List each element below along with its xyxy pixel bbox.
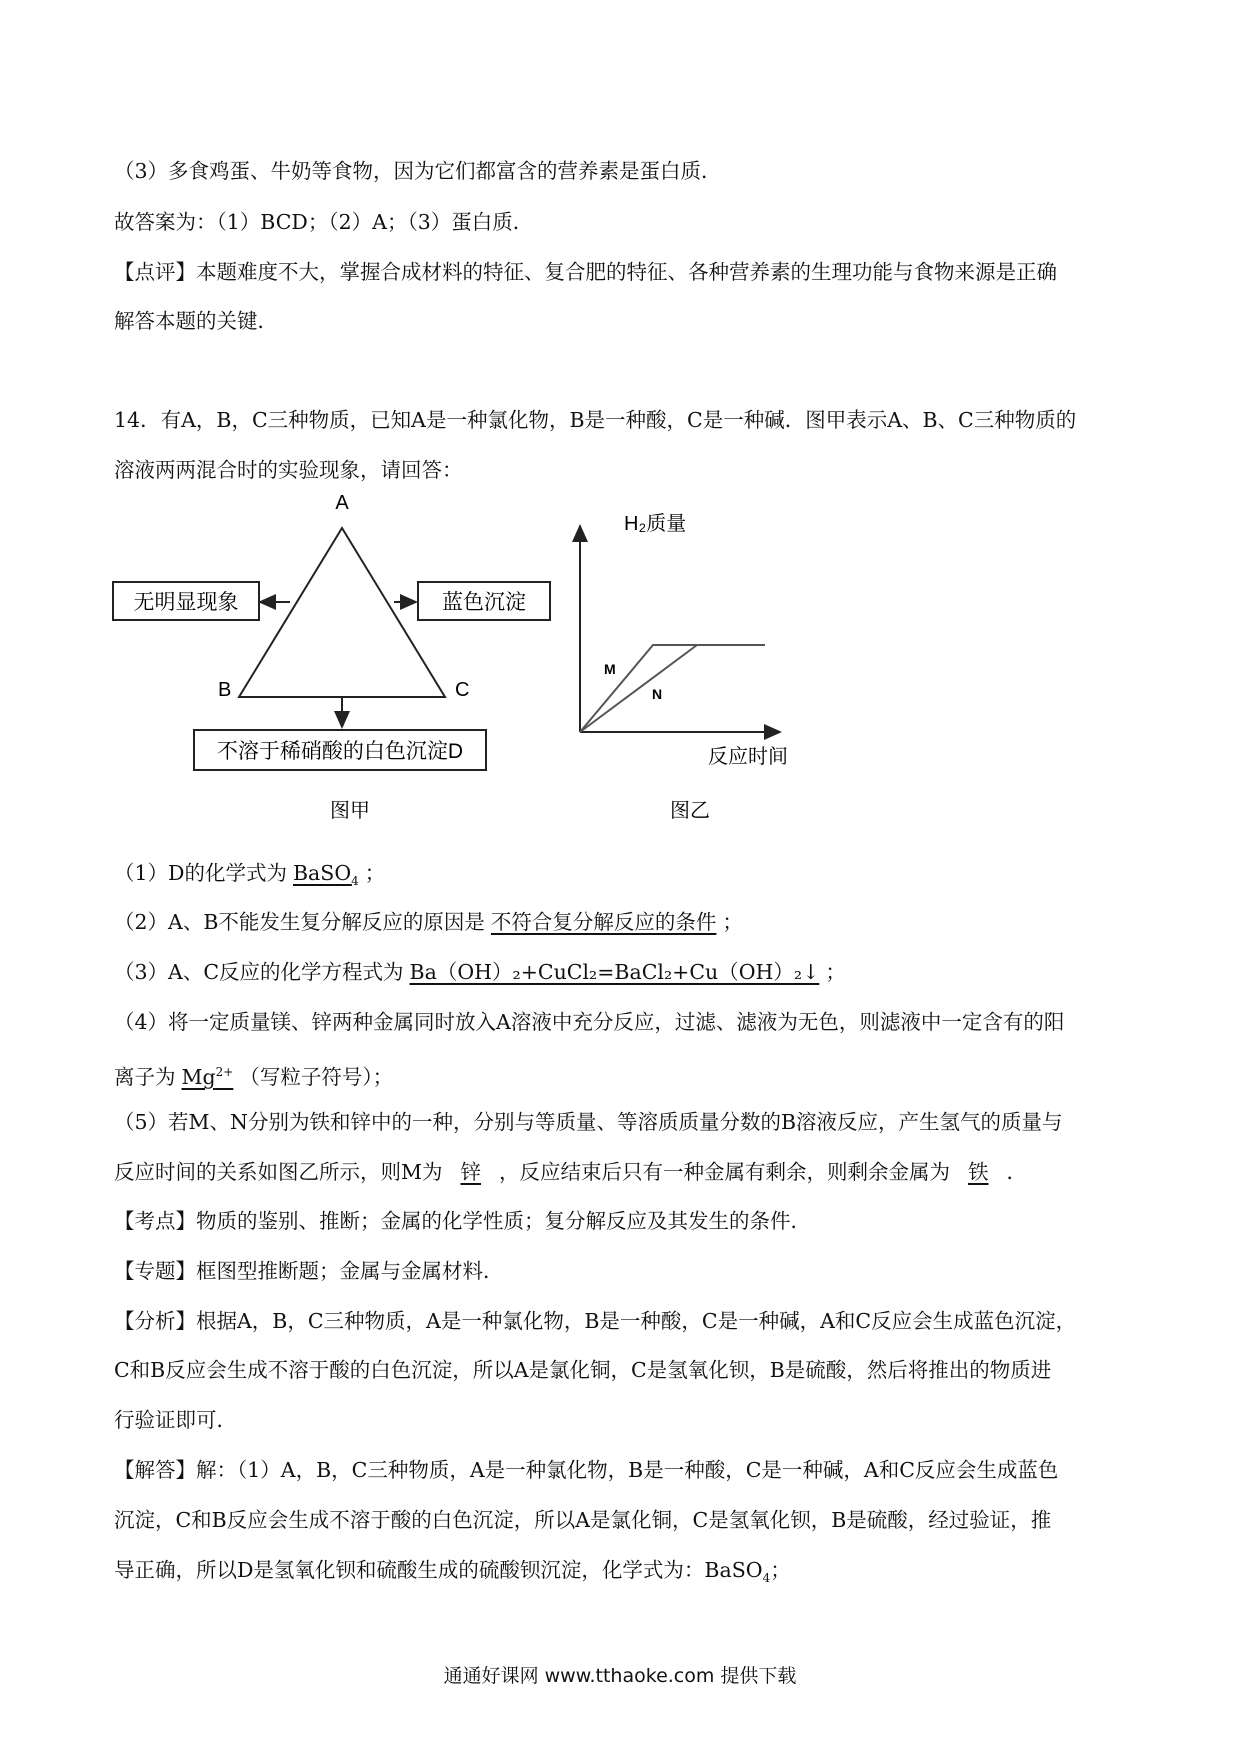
jieda-line-2: 沉淀，C和B反应会生成不溶于酸的白色沉淀，所以A是氯化铜，C是氢氧化钡，B是硫酸，经过验证，推 [114, 1508, 1052, 1532]
answer-2-prompt: （2）A、B不能发生复分解反应的原因是 [114, 910, 485, 934]
label-m: M [604, 661, 616, 677]
question-14-line-2: 溶液两两混合时的实验现象，请回答： [114, 458, 463, 482]
footer-watermark: 通通好课网 www.tthaoke.com 提供下载 [443, 1665, 797, 1687]
triangle [239, 528, 445, 697]
zhuanti-line: 【专题】框图型推断题；金属与金属材料． [114, 1259, 504, 1283]
answer-2-line: （2）A、B不能发生复分解反应的原因是 不符合复分解反应的条件 ； [114, 907, 743, 937]
y-axis-label: H₂质量 [624, 513, 687, 535]
answer-2-value: 不符合复分解反应的条件 [490, 910, 717, 934]
kaodian-line: 【考点】物质的鉴别、推断；金属的化学性质；复分解反应及其发生的条件． [114, 1209, 811, 1233]
curve-m [580, 645, 765, 732]
answer-4-value: $Mg^{2+}$ [181, 1064, 234, 1089]
figure-yi [580, 512, 788, 822]
answer-3-value: Ba（OH）₂+CuCl₂=BaCl₂+Cu（OH）₂↓ [409, 960, 820, 984]
answer-4-line-2: 离子为 $Mg^{2+}$ （写粒子符号）； [114, 1057, 393, 1092]
answer-5-line-2: 反应时间的关系如图乙所示，则M为 锌 ，反应结束后只有一种金属有剩余，则剩余金属为 铁 ． [114, 1157, 1027, 1187]
answer-5-line-1: （5）若M、N分别为铁和锌中的一种，分别与等质量、等溶质质量分数的B溶液反应，产生氢气的质量与 [114, 1110, 1063, 1134]
answer-4-prompt: 离子为 [114, 1064, 176, 1089]
box-white-precipitate-label: 不溶于稀硝酸的白色沉淀D [216, 740, 464, 763]
node-c-label: C [455, 679, 470, 701]
answer-5-prompt: 反应时间的关系如图乙所示，则M为 [114, 1160, 443, 1184]
box-no-phenomenon-label: 无明显现象 [133, 591, 239, 614]
x-axis-label: 反应时间 [708, 746, 788, 768]
comment-line-2: 解答本题的关键． [114, 309, 278, 333]
fenxi-line-3: 行验证即可． [114, 1408, 237, 1432]
fenxi-line-1: 【分析】根据A，B，C三种物质，A是一种氯化物，B是一种酸，C是一种碱，A和C反应会生成蓝色沉淀， [114, 1309, 1077, 1333]
node-b-label: B [218, 679, 232, 701]
answer-3-line: （3）A、C反应的化学方程式为 Ba（OH）₂+CuCl₂=BaCl₂+Cu（OH）₂↓ ； [114, 957, 846, 987]
answer-5-value-m: 锌 [460, 1160, 481, 1184]
figure-jia [113, 492, 550, 822]
answer-5-value-remaining: 铁 [968, 1160, 989, 1184]
node-a-label: A [335, 492, 349, 514]
answer-1-value: BaSO$_4$ [292, 861, 359, 889]
question-14-line-1: 14．有A，B，C三种物质，已知A是一种氯化物，B是一种酸，C是一种碱．图甲表示A、B、C三种物质的 [114, 408, 1077, 432]
fenxi-line-2: C和B反应会生成不溶于酸的白色沉淀，所以A是氯化铜，C是氢氧化钡，B是硫酸，然后将推出的物质进 [114, 1358, 1052, 1382]
answer-1-line: （1）D的化学式为 BaSO$_4$ ； [114, 858, 385, 896]
answer-4-line-1: （4）将一定质量镁、锌两种金属同时放入A溶液中充分反应，过滤、滤液为无色，则滤液中一定含有的阳 [114, 1010, 1065, 1034]
jieda-line-1: 【解答】解：（1）A，B，C三种物质，A是一种氯化物，B是一种酸，C是一种碱，A和C反应会生成蓝色 [114, 1458, 1059, 1482]
text-line-2: 故答案为：（1）BCD；（2）A；（3）蛋白质． [114, 210, 534, 234]
box-blue-precipitate-label: 蓝色沉淀 [442, 591, 526, 614]
curve-n [580, 645, 697, 732]
label-n: N [652, 686, 663, 702]
comment-line-1: 【点评】本题难度不大，掌握合成材料的特征、复合肥的特征、各种营养素的生理功能与食物来源是正确 [114, 260, 1057, 284]
figure-jia-caption: 图甲 [330, 800, 370, 822]
answer-3-prompt: （3）A、C反应的化学方程式为 [114, 960, 404, 984]
answer-1-prompt: （1）D的化学式为 [114, 861, 287, 885]
figure-yi-caption: 图乙 [670, 800, 710, 822]
jieda-line-3: 导正确，所以D是氢氧化钡和硫酸生成的硫酸钡沉淀，化学式为：BaSO$_4$； [114, 1558, 791, 1586]
text-line-1: （3）多食鸡蛋、牛奶等食物，因为它们都富含的营养素是蛋白质． [114, 159, 722, 183]
figures [110, 490, 830, 830]
